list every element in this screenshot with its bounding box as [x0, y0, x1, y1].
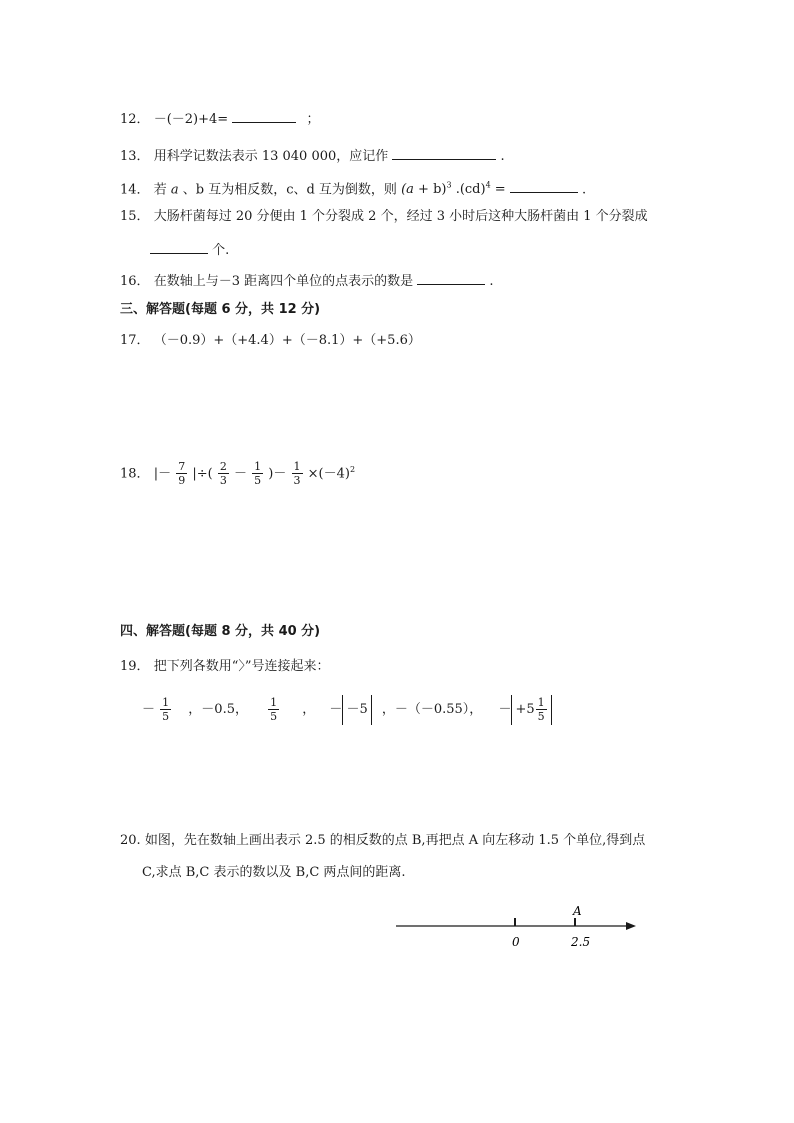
absolute-value [511, 695, 551, 725]
section-heading-4: 四、解答题(每题 8 分，共 40 分) [120, 624, 321, 639]
question-text: 、b 互为相反数，c、d 互为倒数，则 [182, 182, 397, 198]
numerator: 2 [219, 460, 227, 474]
label-a-value: 2.5 [571, 935, 591, 949]
answer-blank[interactable] [150, 239, 208, 254]
math-expression [401, 182, 510, 197]
sign: － [329, 702, 343, 717]
fraction [176, 460, 187, 487]
denominator: 3 [293, 474, 301, 488]
equals: = [490, 182, 506, 198]
question-17 [120, 332, 421, 350]
dot-operator: . [451, 182, 460, 198]
question-number: 19． [120, 659, 150, 674]
question-text: 在数轴上与－3 距离四个单位的点表示的数是 [153, 274, 414, 289]
numerator: 1 [537, 696, 545, 709]
separator: ，－0.5， [188, 702, 248, 717]
separator: ，－（－0.55）， [381, 702, 483, 717]
operator: ×(－4) [307, 466, 350, 482]
fraction [268, 696, 279, 723]
question-number: 20. [120, 833, 145, 848]
answer-blank[interactable] [392, 145, 496, 160]
fraction [252, 460, 263, 487]
label-point-a: A [573, 904, 582, 918]
question-text: 个. [212, 243, 230, 258]
question-text: 把下列各数用“〉”号连接起来： [153, 659, 330, 674]
question-number: 13． [120, 149, 150, 164]
sign: － [142, 702, 156, 717]
answer-blank[interactable] [510, 178, 578, 193]
question-20-continued [142, 864, 406, 882]
answer-blank[interactable] [232, 108, 296, 123]
fraction [160, 696, 171, 723]
denominator: 9 [178, 474, 186, 488]
question-20 [120, 832, 645, 850]
question-number: 16． [120, 274, 150, 289]
exponent: 2 [349, 465, 356, 474]
question-text: 用科学记数法表示 13 040 000，应记作 [153, 149, 389, 164]
expr-a: (a [401, 182, 414, 198]
punctuation: . [500, 149, 505, 164]
numerator: 1 [162, 696, 170, 709]
expr-b: + b) [413, 182, 447, 198]
question-text: C,求点 B,C 表示的数以及 B,C 两点间的距离. [142, 865, 406, 880]
punctuation: . [489, 274, 494, 289]
math-expression: （－0.9）+（+4.4）+（－8.1）+（+5.6） [153, 333, 421, 348]
operator: |÷( [192, 466, 213, 482]
question-12 [120, 108, 319, 129]
denominator: 5 [162, 710, 170, 723]
question-number: 14． [120, 182, 150, 198]
numerator: 1 [270, 696, 278, 709]
arrow-head-icon [626, 922, 636, 930]
question-19-numbers [142, 695, 552, 725]
punctuation: ； [306, 112, 320, 127]
question-16 [120, 270, 494, 291]
question-18 [120, 455, 355, 489]
answer-blank[interactable] [417, 270, 485, 285]
exponent: 4 [485, 181, 491, 190]
question-number: 12． [120, 112, 150, 127]
question-number: 15． [120, 209, 150, 224]
numerator: 7 [178, 460, 186, 474]
denominator: 5 [537, 710, 545, 723]
operator: )－ [268, 466, 287, 482]
question-text: 大肠杆菌每过 20 分便由 1 个分裂成 2 个，经过 3 小时后这种大肠杆菌由 1 个分裂成 [153, 209, 648, 224]
question-text: 如图，先在数轴上画出表示 2.5 的相反数的点 B,再把点 A 向左移动 1.5 个单位,得到点 [144, 833, 646, 848]
separator: ， [302, 702, 316, 717]
question-number: 17． [120, 333, 150, 348]
numerator: 1 [293, 460, 301, 474]
expr-cd: (cd) [459, 182, 486, 198]
abs-inner: +5 [515, 702, 535, 717]
absolute-value: －5 [342, 695, 371, 725]
question-15 [120, 208, 648, 226]
denominator: 5 [270, 710, 278, 723]
denominator: 5 [254, 474, 262, 488]
denominator: 3 [219, 474, 227, 488]
math-expression: －(－2)+4= [153, 112, 229, 127]
fraction [536, 696, 547, 723]
fraction [292, 460, 303, 487]
question-13 [120, 145, 505, 166]
question-text-pre: 若 [153, 182, 171, 198]
question-number: 18． [120, 466, 150, 482]
abs-open: |－ [153, 466, 172, 482]
sign: － [498, 702, 512, 717]
question-14 [120, 177, 586, 199]
number-line-figure [390, 900, 640, 956]
question-15-continued [150, 239, 229, 260]
label-zero: 0 [512, 935, 520, 949]
section-heading-3: 三、解答题(每题 6 分，共 12 分) [120, 302, 321, 317]
punctuation: . [581, 182, 587, 198]
numerator: 1 [254, 460, 262, 474]
fraction [218, 460, 229, 487]
question-19 [120, 658, 329, 676]
exponent: 3 [446, 181, 452, 190]
operator: － [234, 466, 248, 482]
variable-a: a [170, 182, 179, 198]
